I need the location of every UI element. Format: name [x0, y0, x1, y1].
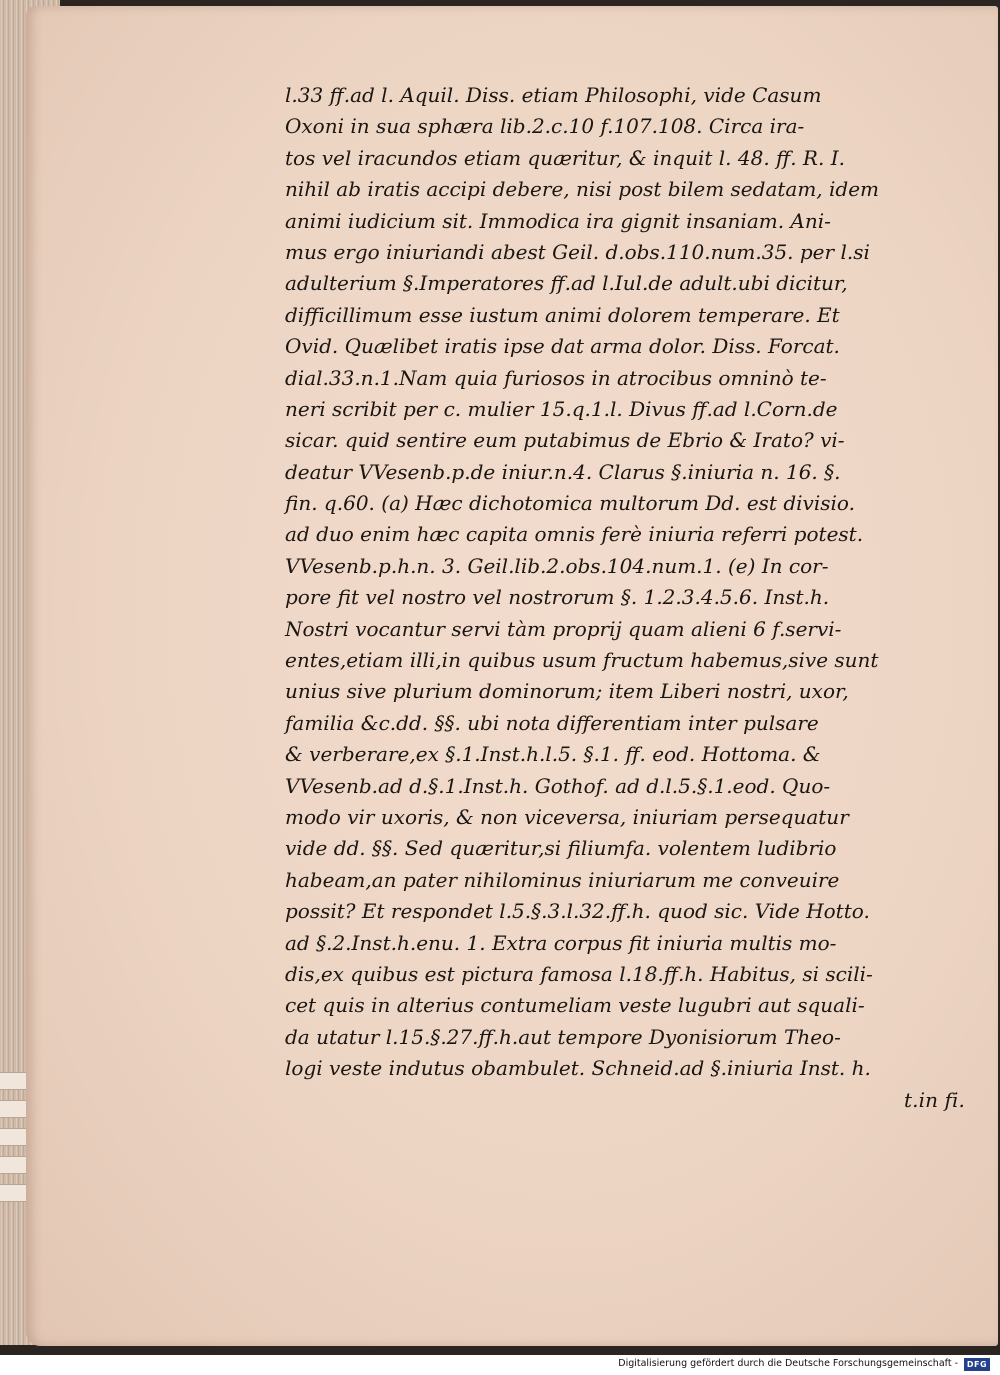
- text-line: VVesenb.ad d.§.1.Inst.h. Gothof. ad d.l.5.§.1.eod. Quo-: [285, 773, 831, 798]
- bookmark-tab: [0, 1128, 27, 1146]
- text-line: ad §.2.Inst.h.enu. 1. Extra corpus fit iniuria multis mo-: [285, 930, 837, 955]
- text-line: possit? Et respondet l.5.§.3.l.32.ff.h. quod sic. Vide Hotto.: [285, 899, 870, 924]
- text-line: tos vel iracundos etiam quæritur, & inquit l. 48. ff. R. I.: [285, 145, 845, 170]
- text-line: entes,etiam illi,in quibus usum fructum habemus,sive sunt: [285, 648, 879, 673]
- text-line: sicar. quid sentire eum putabimus de Ebrio & Irato? vi-: [285, 428, 845, 453]
- text-line: t.in fi.: [904, 1087, 965, 1112]
- text-line: pore fit vel nostro vel nostrorum §. 1.2.3.4.5.6. Inst.h.: [285, 585, 830, 610]
- footer-credit: Digitalisierung gefördert durch die Deutsche Forschungsgemeinschaft -: [618, 1358, 958, 1369]
- text-line: nihil ab iratis accipi debere, nisi post bilem sedatam, idem: [285, 177, 880, 202]
- text-line: ad duo enim hæc capita omnis ferè iniuria referri potest.: [285, 522, 864, 547]
- text-line: modo vir uxoris, & non viceversa, iniuriam persequatur: [285, 804, 849, 829]
- page-text-block: [285, 80, 965, 1116]
- text-line: unius sive plurium dominorum; item Liberi nostri, uxor,: [285, 679, 849, 704]
- bookmark-tab: [0, 1156, 27, 1174]
- text-line: familia &c.dd. §§. ubi nota differentiam inter pulsare: [285, 710, 819, 735]
- text-line: animi iudicium sit. Immodica ira gignit insaniam. Ani-: [285, 208, 831, 233]
- text-line: VVesenb.p.h.n. 3. Geil.lib.2.obs.104.num.1. (e) In cor-: [285, 553, 829, 578]
- text-line: neri scribit per c. mulier 15.q.1.l. Divus ff.ad l.Corn.de: [285, 396, 838, 421]
- text-line: Nostri vocantur servi tàm proprij quam alieni 6 f.servi-: [285, 616, 842, 641]
- text-line: dial.33.n.1.Nam quia furiosos in atrocibus omninò te-: [285, 365, 827, 390]
- bookmark-tab: [0, 1184, 27, 1202]
- footer-bar: [0, 1355, 1000, 1375]
- dfg-logo: DFG: [964, 1358, 990, 1371]
- bookmark-tab: [0, 1100, 27, 1118]
- text-line: vide dd. §§. Sed quæritur,si filiumfa. volentem ludibrio: [285, 836, 837, 861]
- text-line: fin. q.60. (a) Hæc dichotomica multorum Dd. est divisio.: [285, 491, 855, 516]
- text-line: logi veste indutus obambulet. Schneid.ad §.iniuria Inst. h.: [285, 1056, 871, 1081]
- text-line: difficillimum esse iustum animi dolorem temperare. Et: [285, 302, 840, 327]
- text-line: deatur VVesenb.p.de iniur.n.4. Clarus §.iniuria n. 16. §.: [285, 459, 841, 484]
- text-line: l.33 ff.ad l. Aquil. Diss. etiam Philosophi, vide Casum: [285, 83, 822, 107]
- text-line: habeam,an pater nihilominus iniuriarum me conveuire: [285, 867, 840, 892]
- text-line: & verberare,ex §.1.Inst.h.l.5. §.1. ff. eod. Hottoma. &: [285, 742, 821, 767]
- bookmark-tab: [0, 1072, 27, 1090]
- text-line: Oxoni in sua sphæra lib.2.c.10 f.107.108. Circa ira-: [285, 114, 805, 139]
- text-line: dis,ex quibus est pictura famosa l.18.ff.h. Habitus, si scili-: [285, 961, 873, 986]
- text-line: cet quis in alterius contumeliam veste lugubri aut squali-: [285, 993, 865, 1018]
- text-line: adulterium §.Imperatores ff.ad l.Iul.de adult.ubi dicitur,: [285, 271, 848, 296]
- text-line: Ovid. Quælibet iratis ipse dat arma dolor. Diss. Forcat.: [285, 334, 840, 359]
- text-line: mus ergo iniuriandi abest Geil. d.obs.110.num.35. per l.si: [285, 239, 870, 264]
- text-line: da utatur l.15.§.27.ff.h.aut tempore Dyonisiorum Theo-: [285, 1024, 841, 1049]
